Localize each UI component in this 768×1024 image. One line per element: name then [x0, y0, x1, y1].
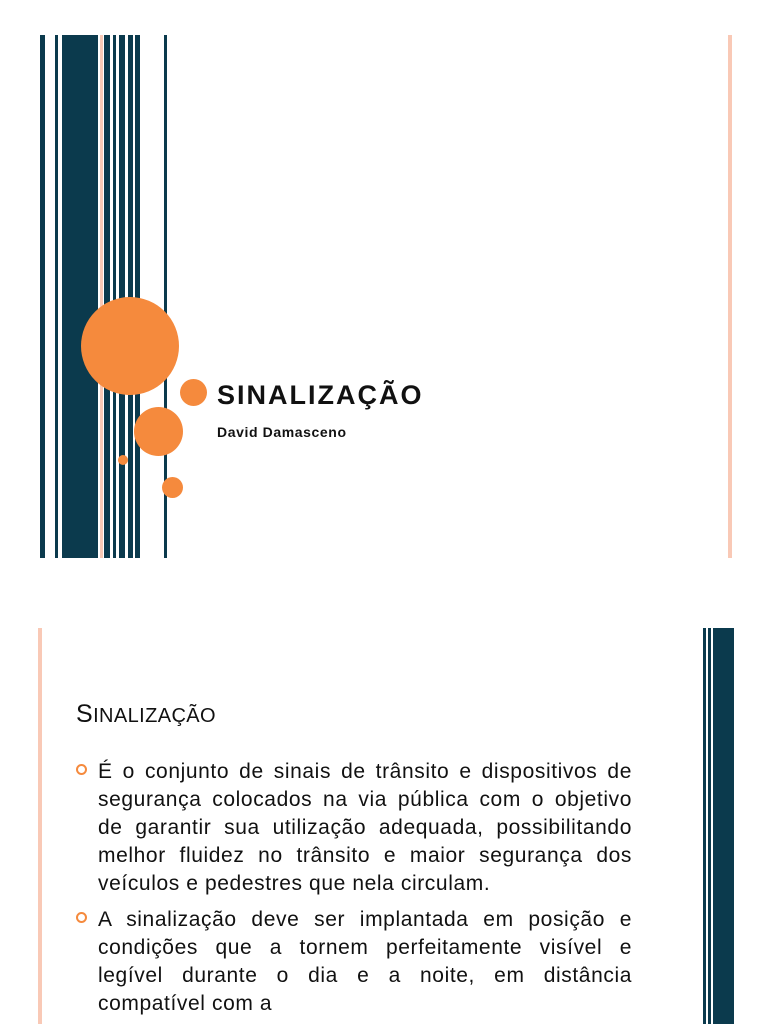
- dot-circle: [118, 455, 128, 465]
- heading-rest: INALIZAÇÃO: [93, 705, 216, 727]
- large-circle: [81, 297, 179, 395]
- list-item: [76, 906, 632, 1018]
- slide-title: SINALIZAÇÃO: [217, 380, 424, 410]
- heading-initial: S: [76, 700, 94, 728]
- slide-author: David Damasceno: [217, 424, 347, 440]
- medium-circle: [134, 407, 183, 456]
- small-circle: [180, 379, 207, 406]
- list-item: [76, 758, 632, 898]
- bullet-circle-icon: [76, 764, 87, 775]
- slide-heading: [76, 700, 216, 729]
- bullet-list: [76, 758, 632, 1024]
- content-slide: [0, 600, 768, 1024]
- bullet-circle-icon: [76, 912, 87, 923]
- bullet-text: É o conjunto de sinais de trânsito e dispositivos de segurança colocados na via pública com o objetivo de garantir sua utilização adequada, possibilitando melhor fluidez no trânsito e maior segurança dos veículos e pedestres que nela circulam.: [98, 760, 632, 895]
- bullet-text: A sinalização deve ser implantada em posição e condições que a tornem perfeitamente visível e legível durante o dia e a noite, em distância compatível com a: [98, 908, 632, 1015]
- small-circle-bottom: [162, 477, 183, 498]
